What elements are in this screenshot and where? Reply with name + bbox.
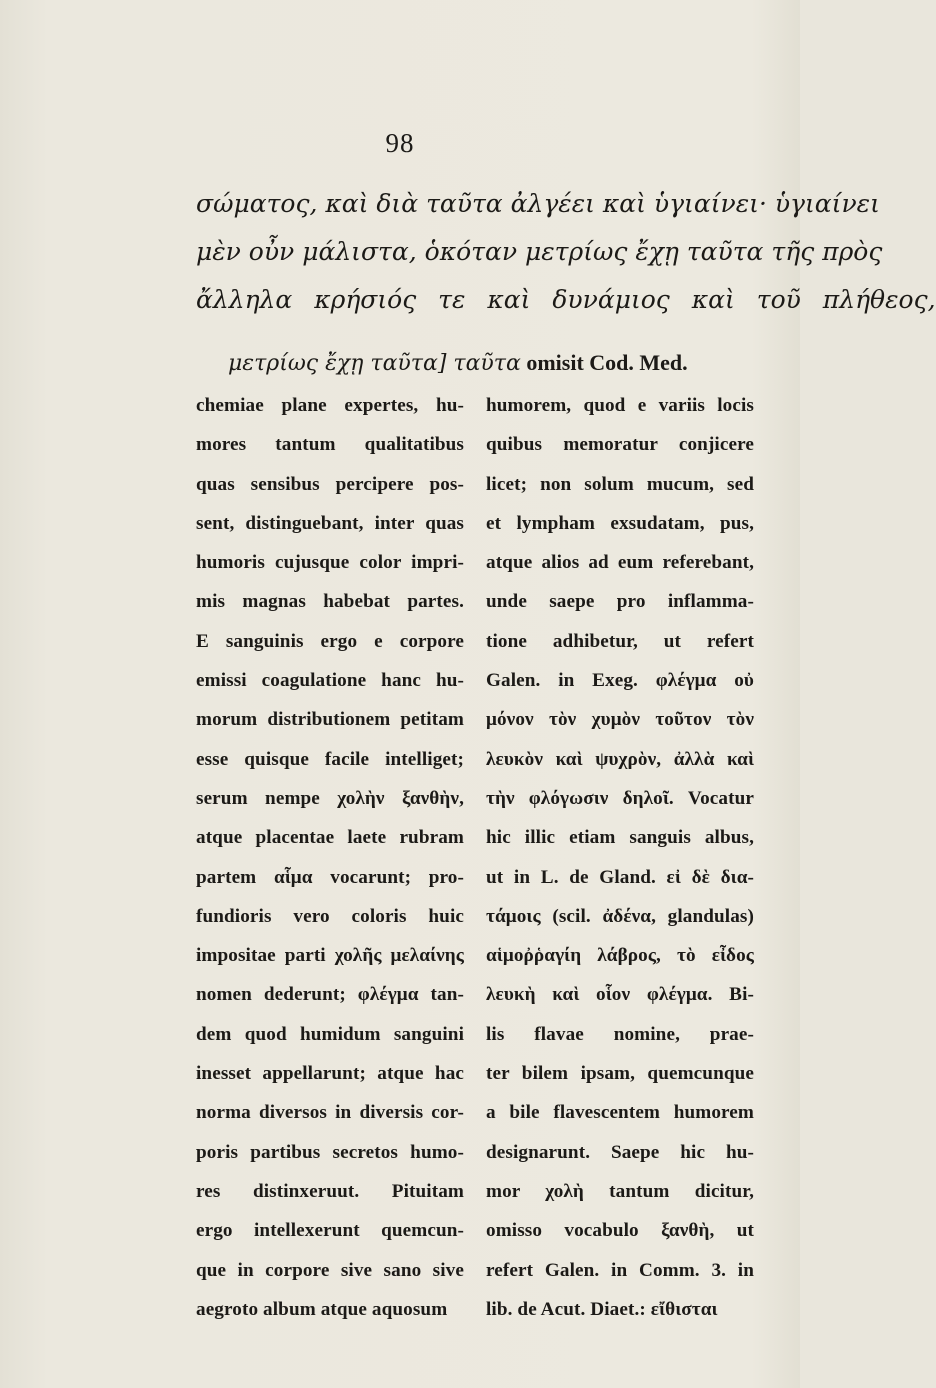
text-line: impositae parti χολῆς μελαίνης: [196, 945, 464, 967]
text-line: ter bilem ipsam, quemcunque: [486, 1063, 754, 1085]
text-line: dem quod humidum sanguini: [196, 1023, 464, 1045]
footnote-greek: μετρίως ἔχῃ ταῦτα] ταῦτα: [228, 351, 521, 376]
text-line: Galen. in Exeg. φλέγμα οὐ: [486, 670, 754, 692]
greek-line: μὲν οὖν μάλιστα, ὁκόταν μετρίως ἔχῃ ταῦτα τῆς πρὸς: [196, 237, 883, 266]
greek-line: ἄλληλα κρήσιός τε καὶ δυνάμιος καὶ τοῦ πλήθεος,: [196, 285, 936, 314]
text-line: ergo intellexerunt quemcun-: [196, 1220, 464, 1242]
text-line: E sanguinis ergo e corpore: [196, 630, 464, 652]
text-line: poris partibus secretos humo-: [196, 1141, 464, 1163]
text-line: esse quisque facile intelliget;: [196, 748, 464, 770]
text-line: atque placentae laete rubram: [196, 827, 464, 849]
text-line: et lympham exsudatam, pus,: [486, 512, 754, 534]
text-line: tione adhibetur, ut refert: [486, 630, 754, 652]
text-line: refert Galen. in Comm. 3. in: [486, 1259, 754, 1281]
text-line: ut in L. de Gland. εἰ δὲ δια-: [486, 866, 754, 888]
text-line: chemiae plane expertes, hu-: [196, 395, 464, 416]
text-line: sent, distinguebant, inter quas: [196, 512, 464, 534]
text-line: quas sensibus percipere pos-: [196, 473, 464, 495]
text-line: partem αἷμα vocarunt; pro-: [196, 866, 464, 888]
text-line: designarunt. Saepe hic hu-: [486, 1141, 754, 1163]
text-line: nomen dederunt; φλέγμα tan-: [196, 984, 464, 1006]
left-column: [196, 386, 464, 1329]
text-line: aegroto album atque aquosum: [196, 1298, 448, 1320]
text-line: lis flavae nomine, prae-: [486, 1023, 754, 1045]
text-line: emissi coagulatione hanc hu-: [196, 670, 464, 692]
text-line: λευκὴ καὶ οἷον φλέγμα. Bi-: [486, 984, 754, 1006]
greek-line: σώματος, καὶ διὰ ταῦτα ἀλγέει καὶ ὑγιαίνει· ὑγιαίνει: [196, 189, 880, 218]
text-line: omisso vocabulo ξανθὴ, ut: [486, 1220, 754, 1242]
text-line: λευκὸν καὶ ψυχρὸν, ἀλλὰ καὶ: [486, 748, 754, 770]
text-line: mis magnas habebat partes.: [196, 591, 464, 613]
text-line: τάμοις (scil. ἀδένα, glandulas): [486, 905, 754, 927]
text-line: atque alios ad eum referebant,: [486, 552, 754, 574]
text-line: humorem, quod e variis locis: [486, 395, 754, 416]
text-line: a bile flavescentem humorem: [486, 1102, 754, 1124]
text-line: inesset appellarunt; atque hac: [196, 1063, 464, 1085]
text-line: res distinxeruut. Pituitam: [196, 1180, 464, 1202]
text-line: hic illic etiam sanguis albus,: [486, 827, 754, 849]
text-line: mor χολὴ tantum dicitur,: [486, 1180, 754, 1202]
greek-text-block: [196, 180, 936, 324]
page-number: 98: [385, 128, 415, 158]
footnote: [228, 350, 748, 376]
text-line: quibus memoratur conjicere: [486, 434, 754, 456]
text-line: serum nempe χολὴν ξανθὴν,: [196, 787, 464, 809]
text-line: fundioris vero coloris huic: [196, 905, 464, 927]
text-line: humoris cujusque color impri-: [196, 552, 464, 574]
text-line: lib. de Acut. Diaet.: εἴθισται: [486, 1298, 718, 1320]
right-column: [486, 386, 754, 1329]
text-line: mores tantum qualitatibus: [196, 434, 464, 456]
text-line: τὴν φλόγωσιν δηλοῖ. Vocatur: [486, 787, 754, 809]
text-line: norma diversos in diversis cor-: [196, 1102, 464, 1124]
text-line: morum distributionem petitam: [196, 709, 464, 731]
text-line: que in corpore sive sano sive: [196, 1259, 464, 1281]
text-line: μόνον τὸν χυμὸν τοῦτον τὸν: [486, 709, 754, 731]
footnote-latin: omisit Cod. Med.: [520, 350, 688, 375]
text-line: αἱμοῤῥαγίη λάβρος, τὸ εἶδος: [486, 945, 754, 967]
text-line: unde saepe pro inflamma-: [486, 591, 754, 613]
text-line: licet; non solum mucum, sed: [486, 473, 754, 495]
